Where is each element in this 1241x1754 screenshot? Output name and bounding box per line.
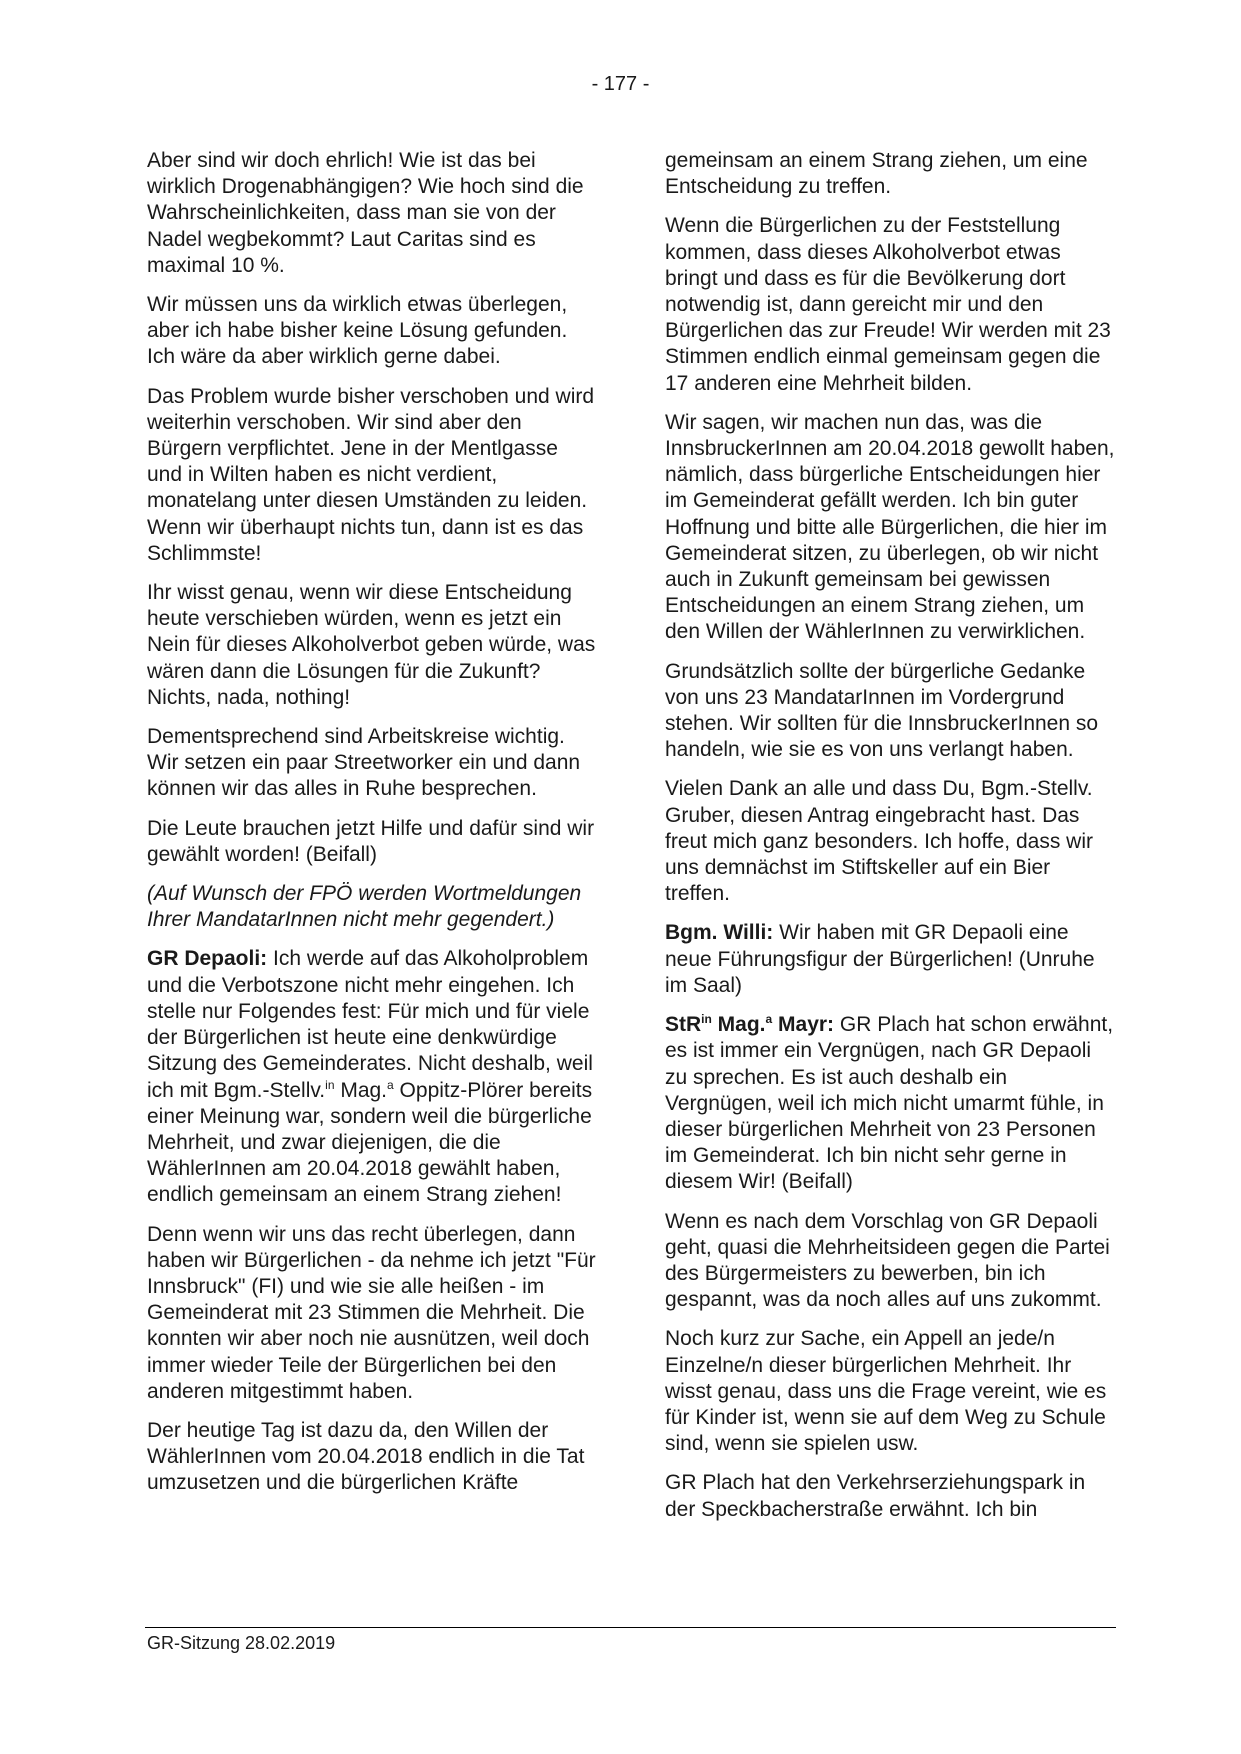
speaker-name: Bgm. Willi: bbox=[665, 921, 774, 945]
paragraph: Noch kurz zur Sache, ein Appell an jede/n Einzelne/n dieser bürgerlichen Mehrheit. Ihr wisst genau, dass uns die Frage vereint, wie es für Kinder ist, wenn sie auf dem Weg zu Schule sind, wenn sie spielen usw. bbox=[665, 1327, 1107, 1456]
left-column bbox=[147, 148, 597, 1510]
paragraph: Grundsätzlich sollte der bürgerliche Gedanke von uns 23 MandatarInnen im Vordergrund stehen. Wir sollten für die InnsbruckerInnen so handeln, wie sie es von uns verlangt haben. bbox=[665, 659, 1099, 762]
paragraph: Ihr wisst genau, wenn wir diese Entscheidung heute verschieben würden, wenn es jetzt ein Nein für dieses Alkoholverbot geben würde, was wären dann die Lösungen für die Zukunft? Nichts, nada, nothing! bbox=[147, 581, 596, 709]
superscript: a bbox=[765, 1012, 773, 1027]
speech-text: GR Plach hat schon erwähnt, es ist immer ein Vergnügen, nach GR Depaoli zu sprechen. Es ist auch deshalb ein Vergnügen, weil ich mich nicht umarmt fühle, in dieser bürgerlichen Mehrheit von 23 Personen im Gemeinderat. Ich bin nicht sehr gerne in diesem Wir! (Beifall) bbox=[665, 1013, 1114, 1194]
speaker-title: StR bbox=[665, 1013, 702, 1037]
editorial-note: (Auf Wunsch der FPÖ werden Wortmeldungen Ihrer MandatarInnen nicht mehr gegendert.) bbox=[147, 882, 582, 932]
speech-text: Oppitz-Plörer bereits einer Meinung war, sondern weil die bürgerliche Mehrheit, und zwar diejenigen, die die WählerInnen am 20.04.2018 gewählt haben, endlich gemeinsam an einem Strang ziehen! bbox=[147, 1078, 593, 1207]
paragraph: Denn wenn wir uns das recht überlegen, dann haben wir Bürgerlichen - da nehme ich jetzt "Für Innsbruck" (FI) und wie sie alle heißen - im Gemeinderat mit 23 Stimmen die Mehrheit. Die konnten wir aber noch nie ausnützen, weil doch immer wieder Teile der Bürgerlichen bei den anderen mitgestimmt haben. bbox=[147, 1222, 596, 1403]
right-column bbox=[665, 148, 1115, 1536]
paragraph: gemeinsam an einem Strang ziehen, um eine Entscheidung zu treffen. bbox=[665, 149, 1088, 199]
footer-divider bbox=[145, 1627, 1116, 1628]
paragraph: Dementsprechend sind Arbeitskreise wichtig. Wir setzen ein paar Streetworker ein und dann können wir das alles in Ruhe besprechen. bbox=[147, 725, 581, 801]
paragraph: Die Leute brauchen jetzt Hilfe und dafür sind wir gewählt worden! (Beifall) bbox=[147, 816, 595, 866]
speaker-title: Mag. bbox=[711, 1013, 766, 1037]
speech-text: Mag. bbox=[334, 1078, 388, 1102]
paragraph: Wir sagen, wir machen nun das, was die InnsbruckerInnen am 20.04.2018 gewollt haben, nämlich, dass bürgerliche Entscheidungen hier im Gemeinderat gefällt werden. Ich bin guter Hoffnung und bitte alle Bürgerlichen, die hier im Gemeinderat sitzen, zu überlegen, ob wir nicht auch in Zukunft gemeinsam bei gewissen Entscheidungen an einem Strang ziehen, um den Willen der WählerInnen zu verwirklichen. bbox=[665, 410, 1115, 644]
speech-paragraph bbox=[147, 946, 597, 1208]
speaker-surname: Mayr: bbox=[772, 1013, 835, 1037]
paragraph: GR Plach hat den Verkehrserziehungspark in der Speckbacherstraße erwähnt. Ich bin bbox=[665, 1471, 1086, 1521]
superscript: in bbox=[325, 1077, 335, 1092]
speech-paragraph bbox=[665, 1012, 1115, 1195]
page-number: - 177 - bbox=[591, 73, 650, 95]
superscript: a bbox=[387, 1077, 394, 1092]
paragraph: Wenn die Bürgerlichen zu der Feststellung kommen, dass dieses Alkoholverbot etwas bringt und dass es für die Bevölkerung dort notwendig ist, dann gereicht mir und den Bürgerlichen das zur Freude! Wir werden mit 23 Stimmen endlich einmal gemeinsam gegen die 17 anderen eine Mehrheit bilden. bbox=[665, 214, 1111, 395]
superscript: in bbox=[701, 1012, 712, 1027]
footer-session-date: GR-Sitzung 28.02.2019 bbox=[147, 1633, 336, 1653]
speech-paragraph bbox=[665, 920, 1115, 999]
paragraph: Das Problem wurde bisher verschoben und wird weiterhin verschoben. Wir sind aber den Bürgern verpflichtet. Jene in der Mentlgasse und in Wilten haben es nicht verdient, monatelang unter diesen Umständen zu leiden. Wenn wir überhaupt nichts tun, dann ist es das Schlimmste! bbox=[147, 384, 595, 565]
paragraph: Aber sind wir doch ehrlich! Wie ist das bei wirklich Drogenabhängigen? Wie hoch sind die Wahrscheinlichkeiten, dass man sie von der Nadel wegbekommt? Laut Caritas sind es maximal 10 %. bbox=[147, 149, 584, 277]
paragraph: Der heutige Tag ist dazu da, den Willen der WählerInnen vom 20.04.2018 endlich in die Tat umzusetzen und die bürgerlichen Kräfte bbox=[147, 1418, 585, 1495]
speaker-name: GR Depaoli: bbox=[147, 947, 268, 971]
paragraph: Wenn es nach dem Vorschlag von GR Depaoli geht, quasi die Mehrheitsideen gegen die Partei des Bürgermeisters zu bewerben, bin ich gespannt, was da noch alles auf uns zukommt. bbox=[665, 1209, 1110, 1312]
speech-text: Wir haben mit GR Depaoli eine neue Führungsfigur der Bürgerlichen! (Unruhe im Saal) bbox=[665, 921, 1095, 997]
speaker-name bbox=[665, 1013, 834, 1036]
paragraph: Vielen Dank an alle und dass Du, Bgm.-Stellv. Gruber, diesen Antrag eingebracht hast. Das freut mich ganz besonders. Ich hoffe, dass wir uns demnächst im Stiftskeller auf ein Bier treffen. bbox=[665, 777, 1093, 906]
paragraph: Wir müssen uns da wirklich etwas überlegen, aber ich habe bisher keine Lösung gefunden. Ich wäre da aber wirklich gerne dabei. bbox=[147, 293, 568, 369]
speech-text: Ich werde auf das Alkoholproblem und die Verbotszone nicht mehr eingehen. Ich stelle nur Folgendes fest: Für mich und für viele der Bürgerlichen ist heute eine denkwürdige Sitzung des Gemeinderates. Nicht deshalb, weil ich mit Bgm.-Stellv. bbox=[147, 947, 593, 1102]
